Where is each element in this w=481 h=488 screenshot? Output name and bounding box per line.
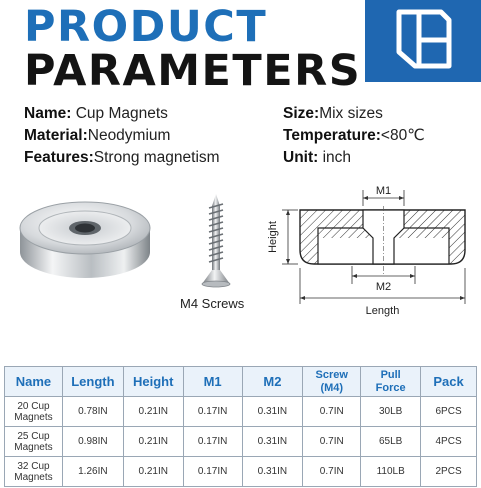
spec-size-value: Mix sizes [319, 105, 383, 122]
cell-m2: 0.31IN [242, 457, 303, 487]
cell-name: 25 Cup Magnets [5, 427, 63, 457]
table-row [5, 457, 477, 487]
spec-temperature [283, 125, 425, 147]
cell-length: 0.78IN [62, 397, 123, 427]
table-row [5, 427, 477, 457]
table-header-row [5, 367, 477, 397]
spec-features-label: Features: [24, 149, 94, 166]
header-pack: Pack [421, 367, 477, 397]
spec-table [4, 366, 477, 487]
cup-magnet-image [10, 190, 160, 290]
cell-name: 20 Cup Magnets [5, 397, 63, 427]
spec-unit-label: Unit: [283, 149, 319, 166]
spec-name [24, 103, 168, 125]
dim-m1-label: M1 [375, 185, 392, 197]
table-row [5, 397, 477, 427]
header-m1: M1 [183, 367, 242, 397]
spec-size-label: Size: [283, 105, 320, 122]
cell-height: 0.21IN [123, 397, 183, 427]
dim-m2-label: M2 [375, 281, 392, 293]
dim-length-label: Length [365, 305, 400, 317]
cell-pull-force: 30LB [361, 397, 421, 427]
cell-pull-force: 65LB [361, 427, 421, 457]
cell-m1: 0.17IN [183, 397, 242, 427]
cell-pack: 2PCS [421, 457, 477, 487]
cell-height: 0.21IN [123, 457, 183, 487]
spec-features-value: Strong magnetism [93, 149, 220, 166]
spec-name-value: Cup Magnets [71, 105, 168, 122]
screw-label: M4 Screws [180, 296, 245, 311]
spec-unit [283, 147, 351, 169]
spec-features [24, 147, 220, 169]
spec-material-label: Material: [24, 127, 88, 144]
cell-m2: 0.31IN [242, 397, 303, 427]
cell-pack: 6PCS [421, 397, 477, 427]
cell-m2: 0.31IN [242, 427, 303, 457]
header-height: Height [123, 367, 183, 397]
dimension-diagram [262, 180, 477, 320]
screw-image [196, 192, 236, 292]
spec-unit-value: inch [318, 149, 352, 166]
spec-material [24, 125, 170, 147]
cell-pull-force: 110LB [361, 457, 421, 487]
header-screw: Screw (M4) [303, 367, 361, 397]
spec-size [283, 103, 383, 125]
cell-screw: 0.7IN [303, 397, 361, 427]
brand-logo [365, 0, 481, 82]
cell-screw: 0.7IN [303, 427, 361, 457]
spec-temperature-label: Temperature: [283, 127, 381, 144]
header-pull-force: Pull Force [361, 367, 421, 397]
spec-name-label: Name: [24, 105, 72, 122]
header-length: Length [62, 367, 123, 397]
header-name: Name [5, 367, 63, 397]
cell-m1: 0.17IN [183, 427, 242, 457]
cell-m1: 0.17IN [183, 457, 242, 487]
title-line-2: PARAMETERS [24, 46, 362, 96]
spec-material-value: Neodymium [87, 127, 171, 144]
dim-height-label: Height [267, 221, 279, 253]
spec-temperature-value: <80℃ [380, 127, 425, 144]
cell-screw: 0.7IN [303, 457, 361, 487]
cell-name: 32 Cup Magnets [5, 457, 63, 487]
brand-logo-icon [393, 8, 455, 72]
title-line-1: PRODUCT [24, 2, 268, 52]
header-m2: M2 [242, 367, 303, 397]
cell-length: 1.26IN [62, 457, 123, 487]
cell-height: 0.21IN [123, 427, 183, 457]
cell-length: 0.98IN [62, 427, 123, 457]
cell-pack: 4PCS [421, 427, 477, 457]
